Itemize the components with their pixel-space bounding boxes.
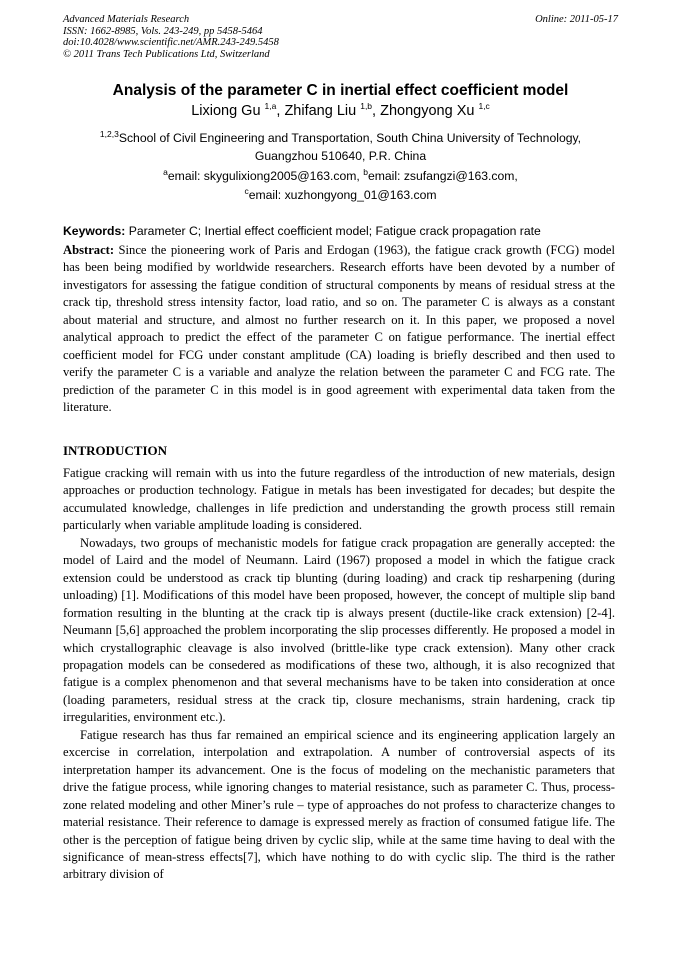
email-a: email: skygulixiong2005@163.com, [167, 169, 360, 183]
keywords [63, 223, 618, 239]
author-name: Zhongyong Xu [380, 103, 475, 119]
keywords-label: Keywords: [63, 224, 126, 238]
author-list: Lixiong Gu $^{1,a}$, Zhifang Liu $^{1,b}$, Zhongyong Xu $^{1,c}$ [191, 101, 490, 119]
online-date: Online: 2011-05-17 [535, 14, 618, 25]
paper-title: Analysis of the parameter C in inertial effect coefficient model [112, 82, 569, 99]
paragraph: Fatigue research has thus far remained an empirical science and its engineering application largely an excercise in correlation, interpolation and extrapolation. A number of controversial aspects of its interpretation hamper its advancement. One is the focus of modeling on the mechanistic parameters that drive the fatigue process, while ignoring changes to material resistance, such as parameter C. Thus, process-zone related modeling and other Miner’s rule – type of approaches do not profess to characterize changes to material resistance. Their reference to damage is expressed merely as fraction of consumed fatigue life. The other is the perception of fatigue being driven by cyclic slip, while at the same time having to deal with the significance of mean-stress effects[7], which have nothing to do with cyclic slip. The third is the rather arbitrary division of [63, 727, 615, 882]
affiliation [63, 130, 618, 165]
journal-name: Advanced Materials Research [63, 14, 190, 25]
author-superscript: 1,b [360, 101, 373, 112]
issn-line: ISSN: 1662-8985, Vols. 243-249, pp 5458-5464 [63, 25, 263, 37]
paragraph: Fatigue cracking will remain with us into the future regardless of the introduction of new materials, design approaches or production technology. Fatigue in metals has been investigated for decades; but despite the accumulated knowledge, challenges in life prediction and understanding the growth process still remain particularly when variable amplitude loading is considered. [63, 466, 615, 533]
introduction-body [63, 465, 615, 884]
abstract-label: Abstract: [63, 243, 115, 257]
abstract [63, 242, 615, 417]
email-superscript: c [244, 185, 249, 196]
author-superscript: 1,c [478, 101, 490, 112]
copyright-line: © 2011 Trans Tech Publications Ltd, Switzerland [63, 48, 270, 60]
section-heading: INTRODUCTION [63, 443, 168, 458]
affiliation-line-1: School of Civil Engineering and Transportation, South China University of Technology, [118, 131, 582, 145]
affiliation-line-2: Guangzhou 510640, P.R. China [254, 148, 427, 163]
keywords-text: Parameter C; Inertial effect coefficient model; Fatigue crack propagation rate [128, 224, 541, 238]
email-b: email: zsufangzi@163.com, [367, 169, 518, 183]
paragraph: Nowadays, two groups of mechanistic models for fatigue crack propagation are generally accepted: the model of Laird and the model of Neumann. Laird (1967) proposed a model in which the fatigue crack extension could be understood as crack tip blunting (during loading) and crack tip resharpening (during unloading) [1]. Modifications of this model have been proposed, however, the concept of multiple slip band formation resulting in the blunting at the crack tip is always present (ductile-like crack extension) [2-4]. Neumann [5,6] approached the problem incorporating the slip processes differently. He proposed a model in which crystallographic cleavage is also involved (brittle-like type crack extension). Many other crack propagation models can be consedered as modifications of these two, although, it is also recognized that fatigue is a complex phenomenon and that several mechanisms have to be taken into consideration at once (loading parameters, residual stress at the crack tip, closure mechanisms, strain hardening, crack tip irregularities, environment etc.). [63, 535, 615, 725]
author-name: Lixiong Gu [191, 103, 261, 119]
journal-header [63, 14, 618, 60]
email-c: email: xuzhongyong_01@163.com [248, 188, 437, 202]
email-superscript: b [363, 166, 368, 177]
email-superscript: a [163, 166, 168, 177]
abstract-text: Since the pioneering work of Paris and Erdogan (1963), the fatigue crack growth (FCG) model has been being modified by worldwide researchers. Research efforts have been devoted by a number of investigators for assessing the fatigue condition of structural components by means of residual stress at the crack tip, threshold stress intensity factor, load ratio, and so on. The parameter C is always as a constant about material and structure, and almost no further research on it. In this paper, we proposed a novel analytical approach to predict the effect of the parameter C on fatigue performance. The inertial effect coefficient model for FCG under constant amplitude (CA) loading is briefly described and then used to verify the parameter C is a variable and analyze the relation between the parameter C and FCG rate. The prediction of the parameter C in this model is in good agreement with experimental data taken from the literature. [63, 243, 615, 415]
email-block [63, 167, 618, 205]
author-superscript: 1,a [264, 101, 277, 112]
doi-line: doi:10.4028/www.scientific.net/AMR.243-249.5458 [63, 37, 279, 48]
affiliation-superscript: 1,2,3 [99, 128, 119, 139]
author-name: Zhifang Liu [284, 103, 357, 119]
